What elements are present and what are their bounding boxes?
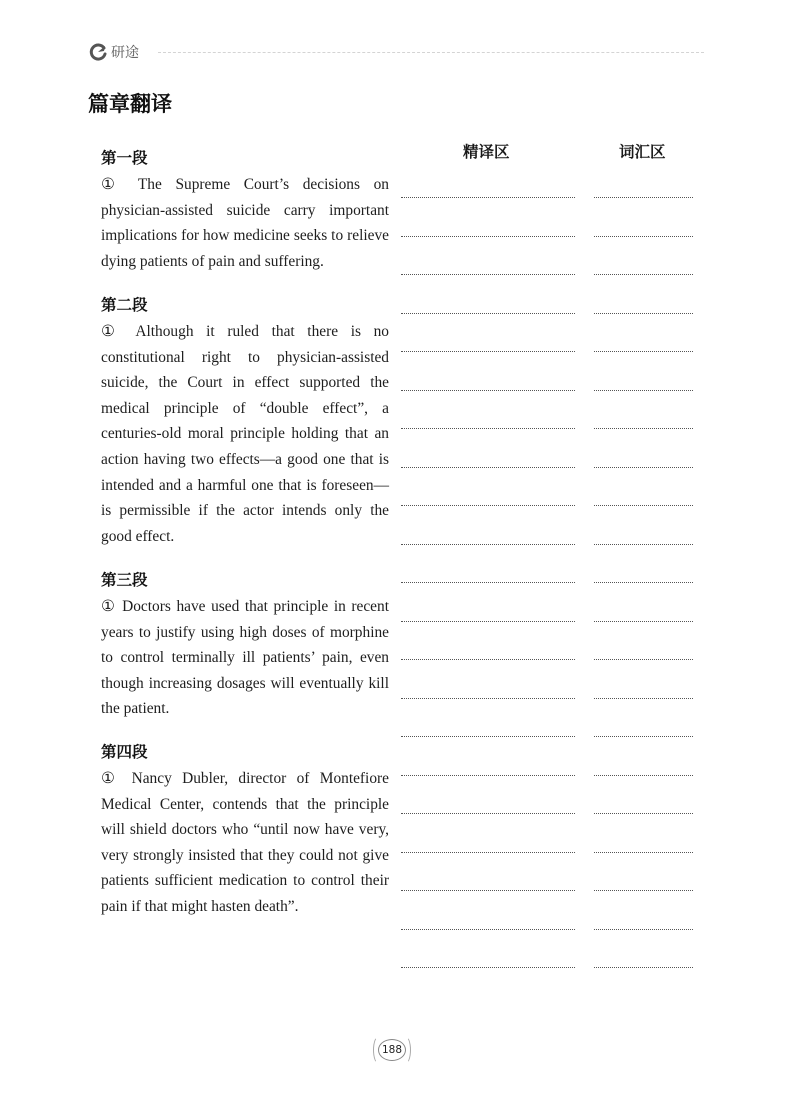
vocabulary-writing-line: [594, 775, 693, 776]
translation-writing-line: [401, 736, 575, 737]
header-divider: [158, 52, 704, 53]
translation-writing-line: [401, 351, 575, 352]
vocabulary-writing-line: [594, 698, 693, 699]
vocabulary-writing-line: [594, 505, 693, 506]
paragraph-2-text: ① Although it ruled that there is no constitutional right to physician-assisted suicide, the Court in effect supported the medical principle of “double effect”, a centuries-old moral principle holding that an action having two effects—a good one that is intended and a harmful one that is foreseen—is permissible if the actor intends only the good effect.: [101, 323, 389, 545]
translation-writing-line: [401, 467, 575, 468]
paragraph-1-text: ① The Supreme Court’s decisions on physician-assisted suicide carry important implications for how medicine seeks to relieve dying patients of pain and suffering.: [101, 176, 389, 270]
vocabulary-writing-line: [594, 621, 693, 622]
translation-writing-line: [401, 390, 575, 391]
translation-writing-line: [401, 313, 575, 314]
translation-writing-line: [401, 428, 575, 429]
vocabulary-writing-line: [594, 236, 693, 237]
vocabulary-writing-line: [594, 197, 693, 198]
vocabulary-writing-line: [594, 736, 693, 737]
paragraph-3-text: ① Doctors have used that principle in recent years to justify using high doses of morphine to control terminally ill patients’ pain, even though increasing dosages will eventually kill the patient.: [101, 598, 389, 718]
brand-logo: [88, 42, 139, 62]
section-title: 篇章翻译: [88, 92, 172, 116]
vocabulary-writing-line: [594, 582, 693, 583]
vocabulary-writing-line: [594, 890, 693, 891]
paragraph-2-heading: 第二段: [101, 296, 148, 314]
vocabulary-writing-line: [594, 313, 693, 314]
translation-writing-line: [401, 967, 575, 968]
paragraph-4-heading: 第四段: [101, 743, 148, 761]
vocabulary-writing-line: [594, 467, 693, 468]
page-header: [88, 40, 704, 66]
vocabulary-writing-line: [594, 852, 693, 853]
translation-writing-line: [401, 236, 575, 237]
translation-writing-line: [401, 890, 575, 891]
vocabulary-writing-line: [594, 813, 693, 814]
paragraph-1-heading: 第一段: [101, 149, 148, 167]
brand-name: 研途: [111, 45, 139, 61]
translation-writing-line: [401, 698, 575, 699]
paragraph-4-text: ① Nancy Dubler, director of Montefiore Medical Center, contends that the principle will shield doctors who “until now have very, very strongly insisted that they could not give patients sufficient medication to control their pain if that might hasten death”.: [101, 770, 389, 915]
vocabulary-writing-line: [594, 428, 693, 429]
translation-writing-line: [401, 197, 575, 198]
vocabulary-writing-line: [594, 351, 693, 352]
translation-writing-line: [401, 659, 575, 660]
brand-swirl-icon: [88, 42, 108, 62]
translation-writing-line: [401, 274, 575, 275]
vocabulary-writing-line: [594, 929, 693, 930]
column-header-translation: 精译区: [463, 143, 510, 161]
translation-writing-line: [401, 852, 575, 853]
vocabulary-writing-line: [594, 659, 693, 660]
page-number: 188: [378, 1039, 406, 1061]
translation-writing-line: [401, 544, 575, 545]
translation-writing-line: [401, 505, 575, 506]
translation-writing-line: [401, 929, 575, 930]
vocabulary-writing-line: [594, 544, 693, 545]
translation-writing-line: [401, 582, 575, 583]
paragraph-3-heading: 第三段: [101, 571, 148, 589]
column-header-vocabulary: 词汇区: [619, 143, 666, 161]
vocabulary-writing-line: [594, 274, 693, 275]
vocabulary-writing-line: [594, 967, 693, 968]
vocabulary-writing-line: [594, 390, 693, 391]
translation-writing-line: [401, 621, 575, 622]
translation-writing-line: [401, 775, 575, 776]
translation-writing-line: [401, 813, 575, 814]
